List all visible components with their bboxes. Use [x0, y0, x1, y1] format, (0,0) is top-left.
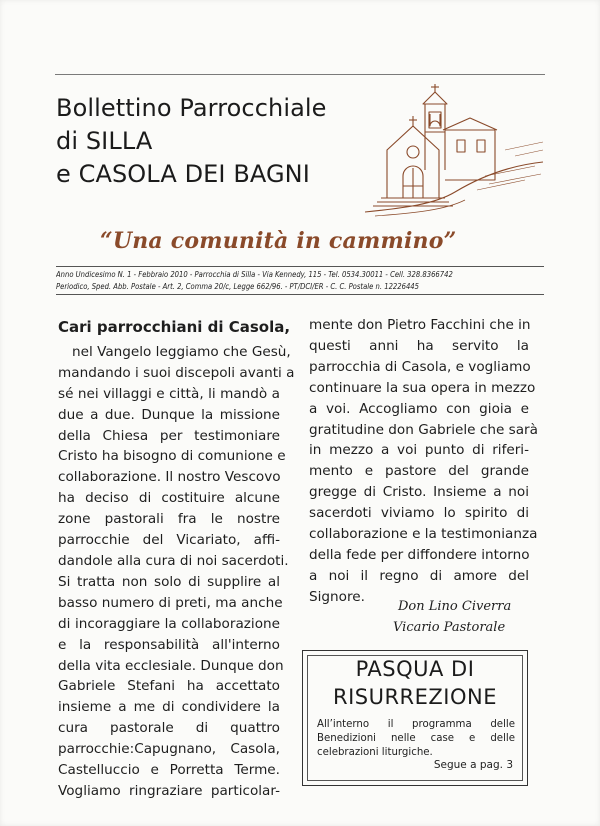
article-column-left — [58, 317, 295, 802]
article-line: parrocchie del Vicariato, affi- — [58, 532, 280, 549]
article-line: Signore. — [309, 588, 365, 605]
article-line: nel Vangelo leggiamo che Gesù, — [72, 343, 291, 360]
article-line: della fede per diffondere intorno — [309, 546, 530, 563]
title-line-1: Bollettino Parrocchiale — [56, 94, 327, 122]
article-column-right — [309, 315, 538, 608]
article-line: Castelluccio e Porretta Terme. — [58, 762, 280, 779]
article-line: continuare la sua opera in mezzo — [309, 379, 536, 396]
masthead-line: Periodico, Sped. Abb. Postale - Art. 2, Comma 20/c, Legge 662/96. - PT/DCI/ER - C. C. Postale n. 12226445 — [56, 282, 419, 291]
easter-box-line: Benedizioni nelle case e delle — [317, 733, 515, 744]
motto: “Una comunità in cammino” — [100, 228, 457, 254]
article-line: insieme a me di condividere la — [58, 699, 280, 716]
easter-box-title — [303, 655, 527, 711]
easter-box-line: celebrazioni liturgiche. — [317, 747, 433, 758]
article-line: a noi il regno di amore del — [309, 567, 529, 584]
top-rule — [55, 74, 545, 75]
article-line: zone pastorali fra le nostre — [58, 511, 280, 528]
article-line: di incoraggiare la collaborazione — [58, 615, 280, 632]
article-line: sacerdoti viviamo lo spirito di — [309, 505, 529, 522]
greeting: Cari parrocchiani di Casola, — [58, 318, 291, 336]
title-line-2: di SILLA — [56, 127, 153, 155]
article-line: in mezzo a voi punto di riferi- — [309, 442, 529, 459]
article-line: Si tratta non solo di supplire al — [58, 573, 280, 590]
title-line-3: e CASOLA DEI BAGNI — [56, 160, 310, 188]
article-line: due a due. Dunque la missione — [58, 406, 280, 423]
article-line: sé nei villaggi e città, li mandò a — [58, 385, 280, 402]
signature — [393, 596, 512, 638]
signature-role: Vicario Pastorale — [393, 620, 506, 635]
article-line: dandole alla cura di noi sacerdoti. — [58, 552, 289, 569]
article-line: parrocchie:Capugnano, Casola, — [58, 741, 280, 758]
article-line: parrocchia di Casola, e vogliamo — [309, 358, 531, 375]
article-line: collaborazione e la testimonianza — [309, 526, 538, 543]
article-line: mento e pastore del grande — [309, 463, 529, 480]
masthead-info — [56, 266, 544, 295]
easter-box-title-line: PASQUA DI — [355, 657, 475, 681]
masthead-line: Anno Undicesimo N. 1 - Febbraio 2010 - Parrocchia di Silla - Via Kennedy, 115 - Tel. 0534.30011 - Cell. 328.8366742 — [56, 270, 453, 279]
signature-name: Don Lino Civerra — [398, 599, 512, 614]
continued-on-page: Segue a pag. 3 — [433, 759, 513, 771]
article-line: questi anni ha servito la — [309, 337, 529, 354]
church-illustration — [365, 80, 543, 220]
article-line: cura pastorale di quattro — [58, 720, 280, 737]
easter-box — [302, 650, 528, 786]
article-line: Vogliamo ringraziare particolar- — [58, 782, 280, 799]
article-line: gregge di Cristo. Insieme a noi — [309, 484, 529, 501]
article-line: a voi. Accogliamo con gioia e — [309, 400, 529, 417]
article-line: mandando i suoi discepoli avanti a — [58, 364, 295, 381]
article-line: basso numero di preti, ma anche — [58, 594, 283, 611]
article-line: della Chiesa per testimoniare — [58, 427, 280, 444]
easter-box-title-line: RISURREZIONE — [332, 685, 498, 709]
easter-box-line: All’interno il programma delle — [317, 719, 515, 730]
newsletter-title — [56, 92, 327, 191]
article-line: collaborazione. Il nostro Vescovo — [58, 469, 281, 486]
article-line: e la responsabilità all'interno — [58, 636, 280, 653]
article-line: Gabriele Stefani ha accettato — [58, 678, 280, 695]
article-line: mente don Pietro Facchini che in — [309, 317, 531, 333]
article-line: Cristo ha bisogno di comunione e — [58, 448, 286, 465]
article-line: gratitudine don Gabriele che sarà — [309, 421, 538, 438]
article-line: della vita ecclesiale. Dunque don — [58, 657, 284, 674]
article-line: ha deciso di costituire alcune — [58, 490, 280, 507]
easter-box-text — [317, 718, 515, 760]
